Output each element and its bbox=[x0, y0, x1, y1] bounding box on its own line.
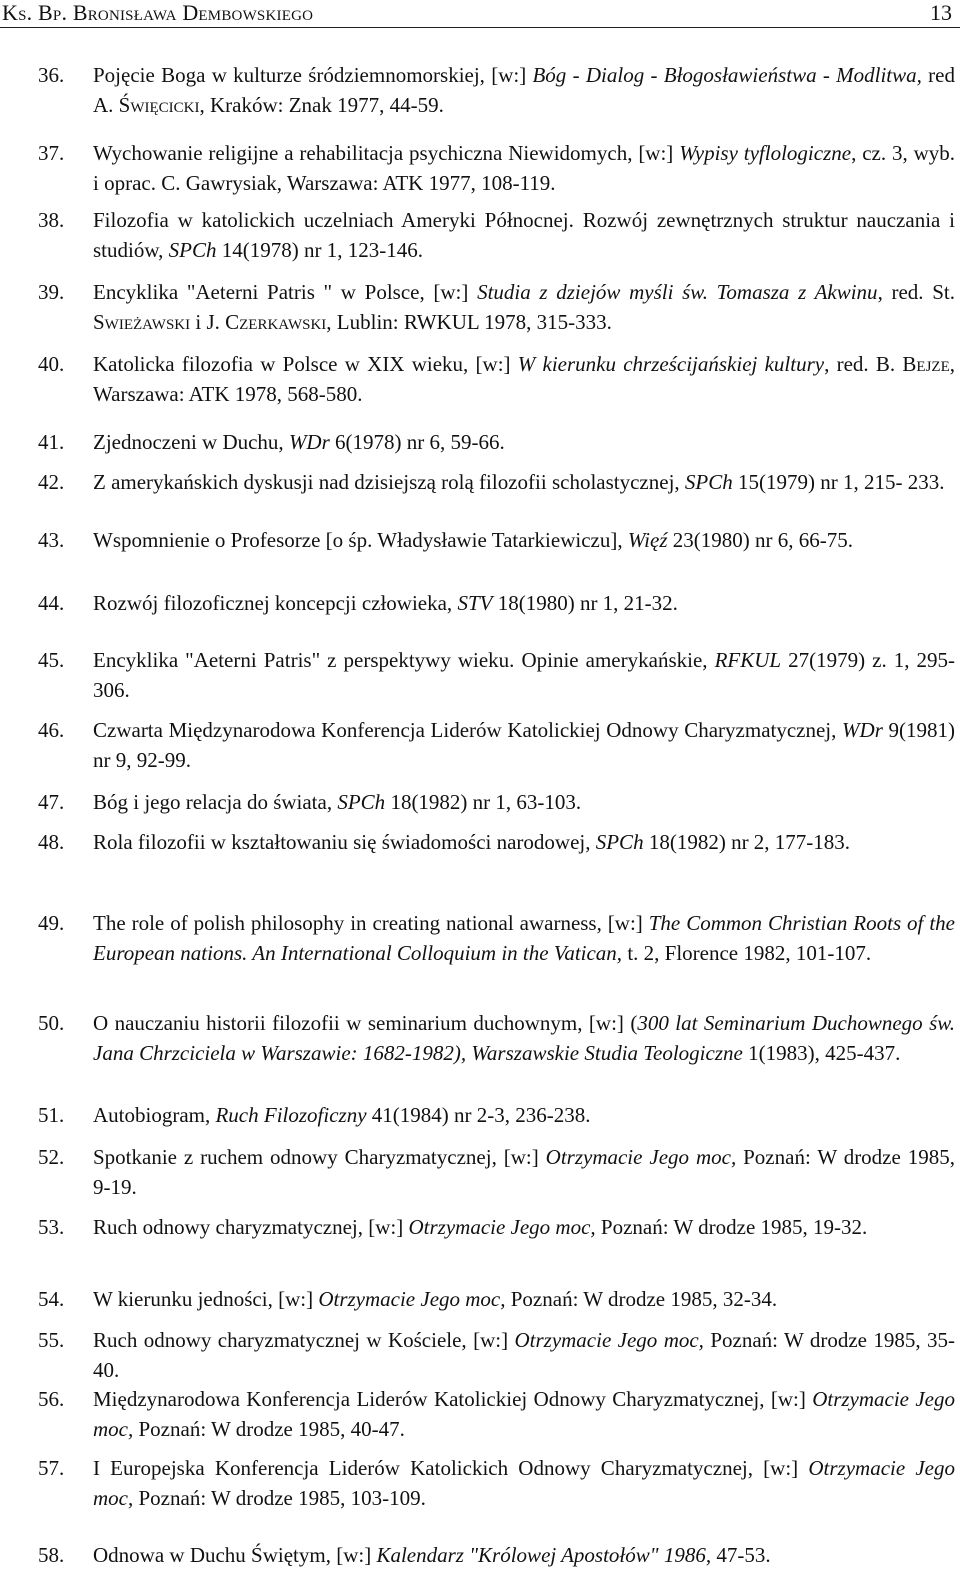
entry-segment: , Kraków: Znak 1977, 44-59. bbox=[199, 93, 444, 117]
entry-segment: Zjednoczeni w Duchu, bbox=[93, 430, 289, 454]
entry-number: 49. bbox=[38, 911, 65, 935]
entry-title-italic: SPCh bbox=[337, 790, 386, 814]
entry-segment: Poznań: W drodze 1985, 32-34. bbox=[505, 1287, 778, 1311]
entry-segment: 18(1982) nr 1, 63-103. bbox=[385, 790, 582, 814]
entry-text bbox=[93, 1540, 955, 1570]
entry-number: 43. bbox=[38, 528, 65, 552]
entry-title-italic: Bóg - Dialog - Błogosławieństwa - Modlitwa, bbox=[532, 63, 922, 87]
entry-title-italic: 300 lat Seminarium Duchownego św. Jana Chrzciciela w Warszawie: 1682-1982), Warszawskie Studia Teologiczne bbox=[93, 1011, 955, 1065]
entry-segment: Wychowanie religijne a rehabilitacja psychiczna Niewidomych, [w:] bbox=[93, 141, 680, 165]
entry-number: 42. bbox=[38, 470, 65, 494]
entry-title-italic: Otrzymacie Jego moc, bbox=[408, 1215, 596, 1239]
entry-segment: Poznań: W drodze 1985, 40-47. bbox=[133, 1417, 405, 1441]
entry-segment: , Warszawa: ATK 1978, 568-580. bbox=[93, 352, 956, 406]
entry-segment: i J. bbox=[190, 310, 226, 334]
entry-number: 40. bbox=[38, 352, 65, 376]
entry-segment: Międzynarodowa Konferencja Liderów Katolickiej Odnowy Charyzmatycznej, [w:] bbox=[93, 1387, 813, 1411]
entry-segment: , red. St. bbox=[877, 280, 955, 304]
entry-title-italic: SPCh bbox=[684, 470, 733, 494]
entry-text bbox=[93, 60, 955, 120]
entry-number: 57. bbox=[38, 1456, 65, 1480]
entry-number: 51. bbox=[38, 1103, 65, 1127]
entry-number: 56. bbox=[38, 1387, 65, 1411]
entry-segment: Poznań: W drodze 1985, 35-40. bbox=[93, 1328, 955, 1382]
entry-number: 47. bbox=[38, 790, 65, 814]
entry-segment: red A. bbox=[93, 63, 955, 117]
entry-segment: W kierunku jedności, [w:] bbox=[93, 1287, 319, 1311]
entry-number: 54. bbox=[38, 1287, 65, 1311]
entry-text bbox=[93, 349, 955, 409]
entry-number: 58. bbox=[38, 1543, 65, 1567]
entry-number: 44. bbox=[38, 591, 65, 615]
entry-segment: The role of polish philosophy in creating national awarness, [w:] bbox=[93, 911, 649, 935]
entry-title-italic: STV bbox=[457, 591, 493, 615]
entry-number: 36. bbox=[38, 63, 65, 87]
entry-segment: Wspomnienie o Profesorze [o śp. Władysławie Tatarkiewiczu], bbox=[93, 528, 628, 552]
entry-segment: Encyklika "Aeterni Patris" z perspektywy wieku. Opinie amerykańskie, bbox=[93, 648, 715, 672]
entry-title-italic: The Common Christian Roots of the European nations. An International Colloquium in the Vatican, bbox=[93, 911, 955, 965]
entry-text bbox=[93, 1142, 955, 1202]
entry-number: 55. bbox=[38, 1328, 65, 1352]
entry-title-italic: WDr bbox=[842, 718, 883, 742]
entry-segment: , red. B. bbox=[824, 352, 903, 376]
entry-text bbox=[93, 1453, 955, 1513]
entry-number: 38. bbox=[38, 208, 65, 232]
entry-number: 39. bbox=[38, 280, 65, 304]
entry-segment: Odnowa w Duchu Świętym, [w:] bbox=[93, 1543, 377, 1567]
entry-segment: t. 2, Florence 1982, 101-107. bbox=[622, 941, 872, 965]
entry-text bbox=[93, 787, 955, 817]
entry-text bbox=[93, 277, 955, 337]
entry-segment: Autobiogram, bbox=[93, 1103, 216, 1127]
entry-title-italic: Otrzymacie Jego moc, bbox=[93, 1456, 955, 1510]
running-header bbox=[0, 0, 960, 28]
entry-title-italic: Studia z dziejów myśli św. Tomasza z Akwinu bbox=[477, 280, 878, 304]
entry-segment: Spotkanie z ruchem odnowy Charyzmatycznej, [w:] bbox=[93, 1145, 546, 1169]
entry-title-italic: Otrzymacie Jego moc, bbox=[545, 1145, 737, 1169]
entry-segment: , cz. 3, wyb. i oprac. C. Gawrysiak, Warszawa: ATK 1977, 108-119. bbox=[93, 141, 955, 195]
entry-segment: 1(1983), 425-437. bbox=[742, 1041, 901, 1065]
entry-author-smallcaps: Czerkawski bbox=[225, 310, 327, 334]
entry-title-italic: W kierunku chrześcijańskiej kultury bbox=[517, 352, 825, 376]
entry-segment: Rozwój filozoficznej koncepcji człowieka, bbox=[93, 591, 458, 615]
entry-segment: Z amerykańskich dyskusji nad dzisiejszą rolą filozofii scholastycznej, bbox=[93, 470, 685, 494]
entry-title-italic: Wypisy tyflologiczne bbox=[679, 141, 852, 165]
entry-segment: Encyklika "Aeterni Patris " w Polsce, [w:] bbox=[93, 280, 478, 304]
entry-segment: I Europejska Konferencja Liderów Katolickich Odnowy Charyzmatycznej, [w:] bbox=[93, 1456, 809, 1480]
entry-segment: 47-53. bbox=[711, 1543, 771, 1567]
entry-number: 45. bbox=[38, 648, 65, 672]
entry-segment: Filozofia w katolickich uczelniach Ameryki Północnej. Rozwój zewnętrznych struktur nauczania i studiów, bbox=[93, 208, 955, 262]
entry-segment: Czwarta Międzynarodowa Konferencja Liderów Katolickiej Odnowy Charyzmatycznej, bbox=[93, 718, 843, 742]
entry-title-italic: RFKUL bbox=[714, 648, 782, 672]
entry-text bbox=[93, 138, 955, 198]
entry-segment: Bóg i jego relacja do świata, bbox=[93, 790, 338, 814]
header-title: Ks. Bp. Bronisława Dembowskiego bbox=[2, 0, 314, 25]
entry-number: 46. bbox=[38, 718, 65, 742]
entry-text bbox=[93, 827, 955, 857]
entry-text bbox=[93, 1325, 955, 1385]
entry-number: 52. bbox=[38, 1145, 65, 1169]
entry-title-italic: SPCh bbox=[595, 830, 644, 854]
entry-number: 53. bbox=[38, 1215, 65, 1239]
entry-title-italic: WDr bbox=[288, 430, 330, 454]
entry-segment: Ruch odnowy charyzmatycznej w Kościele, [w:] bbox=[93, 1328, 515, 1352]
entry-title-italic: SPCh bbox=[168, 238, 217, 262]
entry-number: 37. bbox=[38, 141, 65, 165]
entry-segment: O nauczaniu historii filozofii w seminarium duchownym, [w:] ( bbox=[93, 1011, 638, 1035]
entry-text bbox=[93, 205, 955, 265]
entry-segment: 18(1982) nr 2, 177-183. bbox=[643, 830, 851, 854]
entry-segment: Ruch odnowy charyzmatycznej, [w:] bbox=[93, 1215, 409, 1239]
entry-author-smallcaps: Swieżawski bbox=[93, 310, 191, 334]
entry-text bbox=[93, 1100, 955, 1130]
entry-segment: Pojęcie Boga w kulturze śródziemnomorskiej, [w:] bbox=[93, 63, 533, 87]
page-number: 13 bbox=[930, 0, 952, 25]
entry-text bbox=[93, 588, 955, 618]
entry-segment: 23(1980) nr 6, 66-75. bbox=[667, 528, 853, 552]
entry-text bbox=[93, 908, 955, 968]
entry-segment: Poznań: W drodze 1985, 19-32. bbox=[595, 1215, 868, 1239]
entry-number: 48. bbox=[38, 830, 65, 854]
entry-author-smallcaps: Bejze bbox=[902, 352, 950, 376]
entry-segment: 18(1980) nr 1, 21-32. bbox=[492, 591, 678, 615]
entry-segment: Katolicka filozofia w Polsce w XIX wieku, [w:] bbox=[93, 352, 518, 376]
entry-segment: 27(1979) z. 1, 295-306. bbox=[93, 648, 955, 702]
entry-number: 50. bbox=[38, 1011, 65, 1035]
entry-text bbox=[93, 525, 955, 555]
entry-title-italic: Kalendarz "Królowej Apostołów" 1986, bbox=[376, 1543, 712, 1567]
entry-author-smallcaps: Święcicki bbox=[118, 93, 200, 117]
entry-segment: 6(1978) nr 6, 59-66. bbox=[329, 430, 505, 454]
entry-title-italic: Otrzymacie Jego moc, bbox=[318, 1287, 506, 1311]
entry-segment: 9(1981) nr 9, 92-99. bbox=[93, 718, 955, 772]
entry-title-italic: Ruch Filozoficzny bbox=[215, 1103, 367, 1127]
entry-segment: 15(1979) nr 1, 215- 233. bbox=[732, 470, 945, 494]
entry-text bbox=[93, 427, 955, 457]
entry-text bbox=[93, 645, 955, 705]
entry-segment: 14(1978) nr 1, 123-146. bbox=[216, 238, 423, 262]
entry-title-italic: Otrzymacie Jego moc, bbox=[93, 1387, 955, 1441]
entry-text bbox=[93, 715, 955, 775]
entry-segment: Poznań: W drodze 1985, 103-109. bbox=[133, 1486, 426, 1510]
entry-text bbox=[93, 1212, 955, 1242]
entry-number: 41. bbox=[38, 430, 65, 454]
entry-text bbox=[93, 1284, 955, 1314]
entry-text bbox=[93, 1384, 955, 1444]
entry-segment: 41(1984) nr 2-3, 236-238. bbox=[366, 1103, 591, 1127]
entry-segment: Poznań: W drodze 1985, 9-19. bbox=[93, 1145, 955, 1199]
entry-text bbox=[93, 467, 955, 497]
entry-text bbox=[93, 1008, 955, 1068]
entry-segment: , Lublin: RWKUL 1978, 315-333. bbox=[326, 310, 612, 334]
entry-title-italic: Więź bbox=[627, 528, 668, 552]
entry-title-italic: Otrzymacie Jego moc, bbox=[514, 1328, 704, 1352]
entry-segment: Rola filozofii w kształtowaniu się świadomości narodowej, bbox=[93, 830, 596, 854]
